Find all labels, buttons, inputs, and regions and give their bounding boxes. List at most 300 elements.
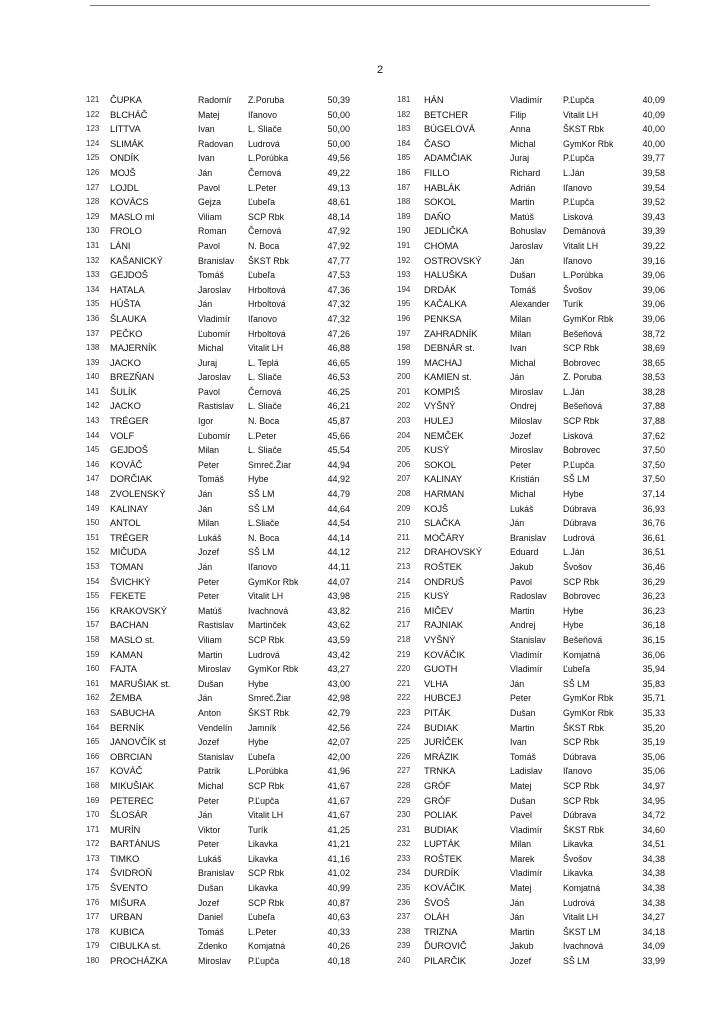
- first-name: Miroslav: [510, 445, 543, 456]
- surname: BACHAN: [110, 619, 149, 631]
- rank-number: 202: [397, 401, 411, 411]
- rank-number: 228: [397, 780, 411, 790]
- rank-number: 123: [86, 124, 100, 134]
- points: 36,23: [642, 591, 665, 602]
- first-name: Vladimír: [510, 824, 543, 835]
- points: 47,92: [327, 240, 350, 251]
- first-name: Tomáš: [198, 474, 224, 485]
- points: 46,53: [327, 372, 350, 383]
- rank-number: 165: [86, 737, 100, 747]
- first-name: Martin: [510, 722, 535, 733]
- club: L.Ján: [563, 547, 585, 558]
- rank-number: 183: [397, 124, 411, 134]
- points: 41,16: [327, 853, 350, 864]
- club: Hybe: [563, 620, 584, 631]
- surname: MACHAJ: [424, 356, 462, 368]
- points: 34,18: [642, 926, 665, 937]
- surname: KRAKOVSKÝ: [110, 604, 167, 616]
- points: 36,06: [642, 649, 665, 660]
- surname: BUDIAK: [424, 823, 459, 835]
- first-name: Matej: [510, 883, 532, 894]
- rank-number: 130: [86, 226, 100, 236]
- club: L.Porúbka: [248, 153, 289, 164]
- rank-number: 122: [86, 109, 100, 119]
- rank-number: 190: [397, 226, 411, 236]
- points: 43,62: [327, 620, 350, 631]
- points: 34,97: [642, 780, 665, 791]
- rank-number: 223: [397, 707, 411, 717]
- first-name: Milan: [198, 445, 220, 456]
- rank-number: 136: [86, 313, 100, 323]
- rank-number: 213: [397, 562, 411, 571]
- club: SŠ LM: [563, 474, 590, 485]
- first-name: Vladimír: [510, 868, 543, 879]
- first-name: Radoslav: [510, 591, 547, 602]
- club: Komjatná: [248, 941, 286, 952]
- points: 34,95: [642, 795, 665, 806]
- rank-number: 230: [397, 810, 411, 820]
- club: L.Peter: [248, 926, 277, 937]
- club: Hybe: [248, 474, 269, 485]
- points: 36,61: [642, 532, 665, 543]
- club: Bešeňová: [563, 634, 603, 645]
- points: 40,00: [642, 138, 665, 149]
- rank-number: 173: [86, 853, 100, 863]
- surname: ROŠTEK: [424, 561, 462, 572]
- points: 43,27: [327, 664, 350, 675]
- surname: MURÍN: [110, 823, 141, 835]
- rank-number: 156: [86, 605, 100, 615]
- first-name: Jozef: [198, 547, 220, 558]
- club: Turík: [248, 824, 268, 835]
- points: 42,56: [327, 722, 350, 733]
- points: 40,63: [327, 912, 350, 923]
- first-name: Matúš: [510, 211, 534, 222]
- points: 34,27: [642, 912, 665, 923]
- first-name: Michal: [510, 138, 536, 149]
- points: 49,56: [327, 153, 350, 164]
- points: 37,14: [642, 489, 665, 500]
- surname: BUDIAK: [424, 721, 459, 733]
- surname: MASLO st.: [110, 633, 155, 645]
- surname: HULEJ: [424, 415, 454, 427]
- first-name: Matúš: [198, 605, 222, 616]
- club: Vitalit LH: [563, 912, 599, 923]
- rank-number: 220: [397, 664, 411, 674]
- club: SCP Rbk: [563, 795, 600, 806]
- points: 47,26: [327, 328, 350, 339]
- rank-number: 207: [397, 474, 411, 484]
- surname: ADAMČIAK: [424, 152, 473, 164]
- surname: CHOMA: [424, 239, 459, 251]
- points: 39,77: [642, 153, 665, 164]
- points: 39,16: [642, 255, 665, 266]
- surname: MRÁZIK: [424, 750, 459, 762]
- club: L.Sliače: [248, 518, 280, 529]
- points: 36,46: [642, 562, 665, 572]
- rank-number: 179: [86, 941, 100, 951]
- first-name: Ján: [198, 489, 213, 500]
- points: 40,09: [642, 109, 665, 120]
- club: L.Porúbka: [563, 270, 604, 281]
- surname: BERNÍK: [110, 721, 145, 733]
- rank-number: 144: [86, 430, 100, 440]
- surname: PENKSA: [424, 312, 462, 324]
- points: 50,39: [327, 95, 350, 105]
- points: 47,92: [327, 226, 350, 237]
- first-name: Ladislav: [510, 766, 543, 777]
- first-name: Matej: [198, 109, 220, 120]
- first-name: Pavol: [510, 576, 533, 587]
- club: Hrboltová: [248, 299, 286, 310]
- first-name: Ondrej: [510, 401, 537, 412]
- surname: HÚŠTA: [110, 298, 141, 310]
- points: 37,50: [642, 474, 665, 485]
- points: 35,83: [642, 678, 665, 689]
- points: 39,06: [642, 299, 665, 310]
- points: 43,82: [327, 605, 350, 616]
- first-name: Marek: [510, 853, 535, 864]
- club: Švošov: [563, 853, 592, 864]
- surname: GEJDOŠ: [110, 444, 148, 456]
- rank-number: 195: [397, 299, 411, 309]
- surname: ROŠTEK: [424, 852, 462, 864]
- first-name: Miroslav: [510, 386, 543, 397]
- rank-number: 163: [86, 707, 100, 717]
- surname: HARMAN: [424, 488, 465, 500]
- points: 39,22: [642, 240, 665, 251]
- surname: ŠVENTO: [110, 882, 148, 894]
- first-name: Jaroslav: [510, 240, 543, 251]
- rank-number: 203: [397, 416, 411, 426]
- rank-number: 126: [86, 167, 100, 177]
- surname: ZAHRADNÍK: [424, 327, 478, 339]
- club: Dúbrava: [563, 518, 597, 529]
- club: SCP Rbk: [563, 737, 600, 748]
- rank-number: 238: [397, 926, 411, 936]
- rank-number: 129: [86, 211, 100, 221]
- first-name: Adrián: [510, 182, 536, 193]
- points: 43,59: [327, 634, 350, 645]
- club: P.Ľupča: [563, 197, 595, 208]
- rank-number: 162: [86, 693, 100, 703]
- club: Švošov: [563, 562, 592, 572]
- surname: PILARČIK: [424, 955, 466, 967]
- first-name: Vladimír: [198, 313, 231, 324]
- club: Dúbrava: [563, 751, 597, 762]
- rank-number: 219: [397, 649, 411, 659]
- first-name: Ján: [198, 299, 213, 310]
- club: ŠKST Rbk: [248, 707, 289, 718]
- rank-number: 152: [86, 547, 100, 557]
- points: 39,43: [642, 211, 665, 222]
- points: 39,06: [642, 313, 665, 324]
- points: 47,53: [327, 270, 350, 281]
- points: 40,00: [642, 124, 665, 135]
- points: 35,71: [642, 693, 665, 704]
- rank-number: 151: [86, 532, 100, 542]
- first-name: Tomáš: [198, 270, 224, 281]
- club: Likavka: [563, 868, 593, 879]
- club: Ludrová: [563, 897, 595, 908]
- surname: ĎUROVIČ: [424, 940, 467, 952]
- rank-number: 227: [397, 766, 411, 776]
- points: 46,25: [327, 386, 350, 397]
- club: SCP Rbk: [248, 780, 285, 791]
- surname: DORČIAK: [110, 473, 153, 485]
- first-name: Patrik: [198, 766, 221, 777]
- club: Iľanovo: [248, 109, 277, 120]
- surname: JACKO: [110, 400, 141, 412]
- first-name: Ján: [510, 897, 525, 908]
- rank-number: 226: [397, 751, 411, 761]
- points: 40,26: [327, 941, 350, 952]
- first-name: Anna: [510, 124, 531, 135]
- rank-number: 187: [397, 182, 411, 192]
- surname: BÚGELOVÁ: [424, 123, 475, 135]
- first-name: Jozef: [510, 956, 532, 967]
- surname: MIČEV: [424, 604, 454, 616]
- rank-number: 169: [86, 795, 100, 805]
- club: SŠ LM: [563, 678, 590, 689]
- rank-number: 164: [86, 722, 100, 732]
- club: SCP Rbk: [563, 576, 600, 587]
- first-name: Pavel: [510, 810, 533, 821]
- club: L. Sliače: [248, 124, 282, 135]
- first-name: Stanislav: [198, 751, 234, 762]
- surname: PETEREC: [110, 794, 154, 806]
- club: Ľubeľa: [248, 270, 276, 281]
- first-name: Tomáš: [510, 284, 536, 295]
- first-name: Ivan: [510, 343, 527, 354]
- rank-number: 175: [86, 883, 100, 893]
- first-name: Richard: [510, 167, 541, 178]
- first-name: Branislav: [198, 868, 235, 879]
- surname: ŠVICHKÝ: [110, 575, 151, 587]
- points: 39,52: [642, 197, 665, 208]
- first-name: Alexander: [510, 299, 550, 310]
- first-name: Ivan: [198, 124, 215, 135]
- points: 44,54: [327, 518, 350, 529]
- first-name: Stanislav: [510, 634, 546, 645]
- rank-number: 135: [86, 299, 100, 309]
- club: GymKor Rbk: [248, 576, 299, 587]
- club: Ludrová: [248, 649, 280, 660]
- first-name: Andrej: [510, 620, 536, 631]
- surname: TIMKO: [110, 852, 140, 864]
- surname: MAJERNÍK: [110, 342, 157, 354]
- club: L. Teplá: [248, 357, 279, 368]
- surname: ŽEMBA: [110, 692, 142, 704]
- points: 41,96: [327, 766, 350, 777]
- first-name: Martin: [510, 605, 535, 616]
- first-name: Ján: [198, 693, 213, 704]
- surname: FAJTA: [110, 663, 137, 675]
- club: Dúbrava: [563, 503, 597, 514]
- club: L. Sliače: [248, 445, 282, 456]
- surname: BLCHÁČ: [110, 108, 148, 120]
- points: 43,42: [327, 649, 350, 660]
- club: Z. Poruba: [563, 372, 602, 383]
- club: GymKor Rbk: [248, 664, 299, 675]
- rank-number: 212: [397, 547, 411, 557]
- surname: BARTÁNUS: [110, 838, 161, 850]
- points: 44,12: [327, 547, 350, 558]
- club: GymKor Rbk: [563, 707, 614, 718]
- surname: HALUŠKA: [424, 269, 468, 281]
- surname: JEDLIČKA: [424, 225, 469, 237]
- first-name: Igor: [198, 416, 214, 427]
- surname: KALINAY: [110, 502, 149, 514]
- points: 34,09: [642, 941, 665, 952]
- surname: URBAN: [110, 911, 143, 923]
- rank-number: 211: [397, 532, 410, 542]
- points: 38,65: [642, 357, 665, 368]
- surname: DRDÁK: [424, 283, 457, 295]
- surname: FROLO: [110, 225, 142, 237]
- club: SCP Rbk: [563, 343, 600, 354]
- club: SCP Rbk: [248, 211, 285, 222]
- club: Vitalit LH: [248, 343, 284, 354]
- rank-number: 225: [397, 737, 411, 747]
- rank-number: 155: [86, 591, 100, 601]
- club: Vitalit LH: [248, 810, 284, 821]
- club: ŠKST Rbk: [563, 824, 604, 835]
- surname: FEKETE: [110, 590, 146, 602]
- points: 36,51: [642, 547, 665, 558]
- club: GymKor Rbk: [563, 313, 614, 324]
- surname: CIBULKA st.: [110, 940, 162, 952]
- club: Lisková: [563, 211, 593, 222]
- first-name: Dušan: [510, 795, 536, 806]
- club: SCP Rbk: [563, 780, 600, 791]
- first-name: Pavol: [198, 240, 221, 251]
- rank-number: 180: [86, 956, 100, 966]
- first-name: Milan: [510, 328, 532, 339]
- points: 44,11: [328, 562, 350, 572]
- surname: LITTVA: [110, 123, 141, 135]
- club: Hrboltová: [248, 328, 286, 339]
- club: P.Ľupča: [563, 95, 595, 105]
- points: 47,32: [327, 313, 350, 324]
- points: 50,00: [327, 124, 350, 135]
- first-name: Roman: [198, 226, 227, 237]
- first-name: Vladimír: [510, 95, 543, 105]
- points: 44,92: [327, 474, 350, 485]
- surname: TRIZNA: [424, 925, 458, 937]
- page-number: 2: [377, 64, 384, 76]
- points: 38,28: [642, 386, 665, 397]
- club: SŠ LM: [248, 547, 275, 558]
- points: 37,50: [642, 445, 665, 456]
- surname: ŠLAUKA: [110, 312, 147, 324]
- points: 46,21: [327, 401, 350, 412]
- surname: ŠLOSÁR: [110, 809, 148, 821]
- first-name: Jaroslav: [198, 372, 231, 383]
- surname: MIKUŠIAK: [110, 779, 155, 791]
- club: N. Boca: [248, 416, 280, 427]
- points: 40,09: [642, 95, 665, 105]
- surname: JANOVČÍK st: [110, 736, 166, 748]
- points: 48,14: [327, 211, 350, 222]
- club: Iľanovo: [563, 766, 592, 777]
- rank-number: 204: [397, 430, 411, 440]
- surname: LÁNI: [110, 239, 131, 251]
- first-name: Tomáš: [510, 751, 536, 762]
- rank-number: 233: [397, 853, 411, 863]
- club: Demänová: [563, 226, 606, 237]
- points: 39,06: [642, 270, 665, 281]
- surname: ZVOLENSKÝ: [110, 488, 166, 500]
- surname: GEJDOŠ: [110, 269, 148, 281]
- rank-number: 209: [397, 503, 411, 513]
- first-name: Zdenko: [198, 941, 228, 952]
- rank-number: 199: [397, 357, 411, 367]
- surname: TOMAN: [110, 561, 144, 572]
- points: 50,00: [327, 109, 350, 120]
- rank-number: 147: [86, 474, 100, 484]
- surname: ŠULÍK: [110, 385, 137, 397]
- club: Černová: [248, 226, 282, 237]
- club: SŠ LM: [248, 489, 275, 500]
- first-name: Matej: [510, 780, 532, 791]
- points: 50,00: [327, 138, 350, 149]
- first-name: Milan: [510, 839, 532, 850]
- points: 35,94: [642, 664, 665, 675]
- points: 45,87: [327, 416, 350, 427]
- first-name: Dušan: [510, 707, 536, 718]
- rank-number: 186: [397, 167, 411, 177]
- rank-number: 234: [397, 868, 411, 878]
- first-name: Branislav: [198, 255, 235, 266]
- surname: HÁN: [424, 94, 444, 105]
- rank-number: 210: [397, 518, 411, 528]
- points: 41,67: [327, 810, 350, 821]
- points: 44,07: [327, 576, 350, 587]
- club: P.Ľupča: [248, 956, 280, 967]
- first-name: Milan: [510, 313, 532, 324]
- first-name: Lukáš: [198, 532, 222, 543]
- club: Ludrová: [248, 138, 280, 149]
- club: Vitalit LH: [563, 109, 599, 120]
- club: ŠKST Rbk: [248, 255, 289, 266]
- points: 46,65: [327, 357, 350, 368]
- points: 38,53: [642, 372, 665, 383]
- rank-number: 160: [86, 664, 100, 674]
- surname: DURDÍK: [424, 867, 460, 879]
- rank-number: 232: [397, 839, 411, 849]
- first-name: Miroslav: [198, 956, 231, 967]
- points: 39,54: [642, 182, 665, 193]
- surname: JURÍČEK: [424, 736, 464, 748]
- club: GymKor Rbk: [563, 693, 614, 704]
- rank-number: 158: [86, 634, 100, 644]
- rank-number: 231: [397, 824, 411, 834]
- points: 40,18: [327, 956, 350, 967]
- surname: ONDRUŠ: [424, 575, 465, 587]
- surname: KOVÁCS: [110, 196, 149, 208]
- surname: KAŠANICKÝ: [110, 254, 163, 266]
- first-name: Peter: [198, 591, 220, 602]
- surname: VYŠNÝ: [424, 400, 456, 412]
- surname: KAMIEN st.: [424, 371, 472, 383]
- points: 35,06: [642, 751, 665, 762]
- surname: RAJNIAK: [424, 619, 463, 631]
- points: 42,07: [327, 737, 350, 748]
- surname: KAMAN: [110, 648, 143, 660]
- points: 49,22: [327, 167, 350, 178]
- points: 37,62: [642, 430, 665, 441]
